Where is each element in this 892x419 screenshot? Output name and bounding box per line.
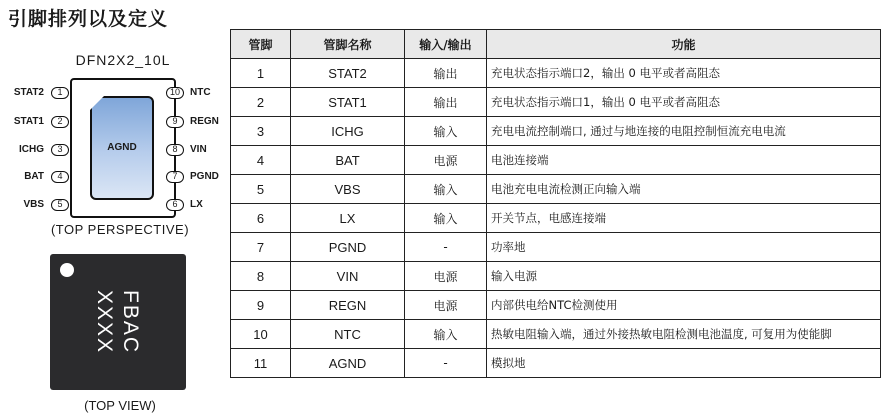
table-row (231, 233, 881, 262)
pin-label-left: STAT2 (13, 87, 44, 98)
cell-function: 热敏电阻输入端，通过外接热敏电阻检测电池温度, 可复用为使能脚 (487, 320, 881, 349)
pin1-marker (60, 263, 74, 277)
pin-box-right: 10 (166, 87, 184, 99)
pin-label-left: BAT (24, 171, 44, 182)
cell-function: 开关节点，电感连接端 (487, 204, 881, 233)
cell-function: 内部供电给NTC检测使用 (487, 291, 881, 320)
cell-name: ICHG (291, 117, 405, 146)
table-row (231, 117, 881, 146)
pin-box-right: 8 (166, 144, 184, 156)
cell-function: 输入电源 (487, 262, 881, 291)
cell-name: BAT (291, 146, 405, 175)
cell-name: LX (291, 204, 405, 233)
section-title: 引脚排列以及定义 (8, 8, 169, 30)
cell-io: 电源 (405, 262, 487, 291)
header-pin: 管脚 (231, 30, 291, 59)
cell-io: 输入 (405, 175, 487, 204)
cell-pin: 10 (231, 320, 291, 349)
cell-function: 充电状态指示端口1，输出 0 电平或者高阻态 (487, 88, 881, 117)
cell-pin: 9 (231, 291, 291, 320)
table-row (231, 88, 881, 117)
header-pin-name: 管脚名称 (291, 30, 405, 59)
chip-marking-line1: FBAC (119, 290, 142, 355)
pin-box-right: 9 (166, 116, 184, 128)
header-io: 输入/输出 (405, 30, 487, 59)
perspective-caption: (TOP PERSPECTIVE) (50, 222, 190, 237)
cell-name: STAT2 (291, 59, 405, 88)
pin-box-left: 3 (51, 144, 69, 156)
pin-label-right: PGND (190, 171, 219, 182)
cell-pin: 6 (231, 204, 291, 233)
cell-pin: 8 (231, 262, 291, 291)
table-row (231, 320, 881, 349)
pin-box-left: 5 (51, 199, 69, 211)
cell-function: 充电电流控制端口, 通过与地连接的电阻控制恒流充电电流 (487, 117, 881, 146)
chip-marking-line2: XXXX (93, 290, 116, 355)
cell-pin: 1 (231, 59, 291, 88)
table-row (231, 291, 881, 320)
cell-pin: 2 (231, 88, 291, 117)
cell-pin: 4 (231, 146, 291, 175)
pin-definition-table (230, 29, 881, 378)
cell-name: REGN (291, 291, 405, 320)
pin-label-right: VIN (190, 144, 207, 155)
table-row (231, 59, 881, 88)
cell-function: 电池连接端 (487, 146, 881, 175)
cell-pin: 5 (231, 175, 291, 204)
cell-name: AGND (291, 349, 405, 378)
pin-label-right: LX (190, 199, 203, 210)
cell-name: VBS (291, 175, 405, 204)
table-row (231, 349, 881, 378)
pin-box-left: 4 (51, 171, 69, 183)
cell-name: STAT1 (291, 88, 405, 117)
table-row (231, 204, 881, 233)
cell-function: 功率地 (487, 233, 881, 262)
pin-label-right: REGN (190, 116, 219, 127)
cell-pin: 3 (231, 117, 291, 146)
cell-function: 模拟地 (487, 349, 881, 378)
pin-label-left: ICHG (19, 144, 44, 155)
pin-label-left: STAT1 (13, 116, 44, 127)
cell-name: PGND (291, 233, 405, 262)
table-row (231, 262, 881, 291)
table-row (231, 146, 881, 175)
pin-box-left: 2 (51, 116, 69, 128)
cell-io: 电源 (405, 291, 487, 320)
cell-name: VIN (291, 262, 405, 291)
pin-box-right: 6 (166, 199, 184, 211)
cell-io: 输入 (405, 117, 487, 146)
cell-io: - (405, 349, 487, 378)
pin-label-left: VBS (23, 199, 44, 210)
exposed-pad-label: AGND (107, 142, 137, 153)
cell-pin: 11 (231, 349, 291, 378)
cell-io: 输出 (405, 88, 487, 117)
cell-io: 输入 (405, 320, 487, 349)
pin-label-right: NTC (190, 87, 211, 98)
cell-io: 电源 (405, 146, 487, 175)
pin-box-left: 1 (51, 87, 69, 99)
cell-io: - (405, 233, 487, 262)
pin-box-right: 7 (166, 171, 184, 183)
cell-name: NTC (291, 320, 405, 349)
cell-io: 输出 (405, 59, 487, 88)
table-row (231, 175, 881, 204)
cell-function: 电池充电电流检测正向输入端 (487, 175, 881, 204)
package-name: DFN2X2_10L (75, 52, 171, 68)
header-function: 功能 (487, 30, 881, 59)
cell-io: 输入 (405, 204, 487, 233)
table-header-row (231, 30, 881, 59)
cell-pin: 7 (231, 233, 291, 262)
top-view-caption: (TOP VIEW) (84, 398, 156, 413)
cell-function: 充电状态指示端口2，输出 0 电平或者高阻态 (487, 59, 881, 88)
